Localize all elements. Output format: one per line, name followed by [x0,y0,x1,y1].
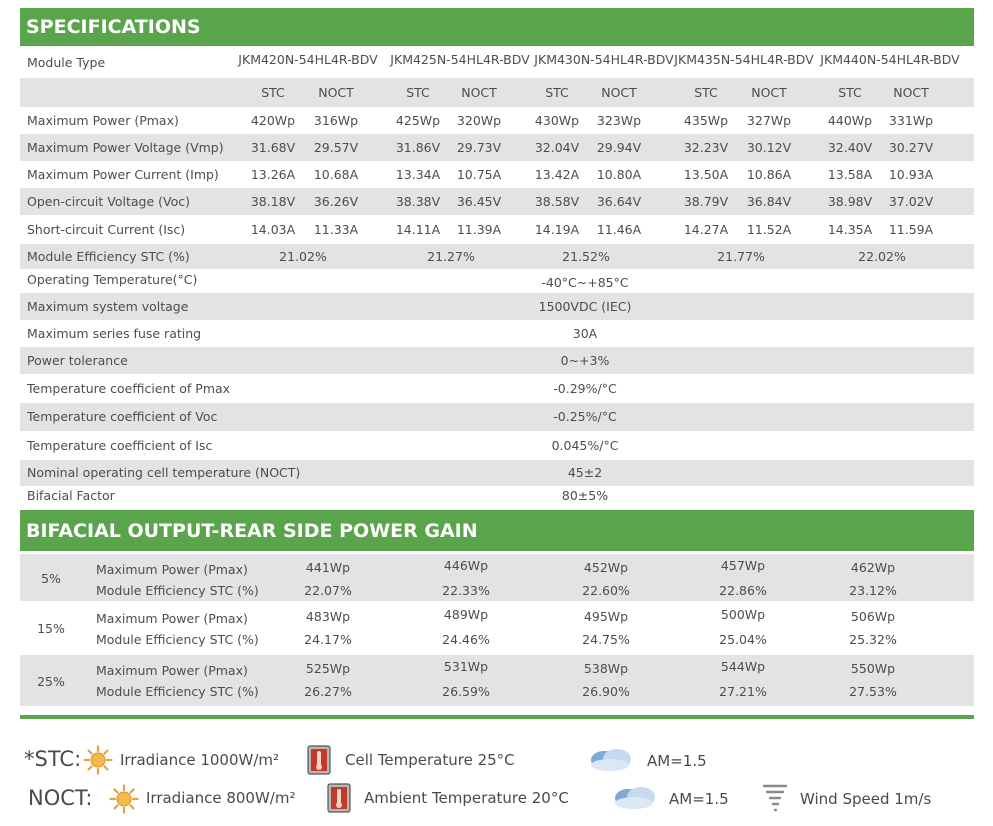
spec-value: 11.39A [456,222,502,237]
spec-common-value: -0.25%/°C [553,409,617,424]
bifacial-power-value: 462Wp [850,560,896,575]
bifacial-efficiency-value: 26.59% [442,684,490,699]
bifacial-efficiency-value: 24.75% [582,632,630,647]
spec-common-label: Maximum series fuse rating [27,326,202,341]
spec-value: 425Wp [395,113,441,128]
bifacial-power-value: 452Wp [583,560,629,575]
stc-cell-temperature: Cell Temperature 25°C [345,751,515,769]
spec-row-label: Open-circuit Voltage (Voc) [27,194,190,209]
efficiency-label: Module Efficiency STC (%) [27,249,190,264]
spec-value: 30.27V [888,140,934,155]
bifacial-efficiency-value: 25.32% [849,632,897,647]
spec-common-label: Operating Temperature(°C) [27,272,198,287]
bifacial-power-value: 506Wp [850,609,896,624]
efficiency-value: 21.02% [279,249,327,264]
spec-common-value: 1500VDC (IEC) [538,299,632,314]
spec-value: 11.52A [746,222,792,237]
spec-value: 331Wp [888,113,934,128]
spec-common-row [20,486,974,505]
spec-common-value: 0~+3% [560,353,610,368]
spec-value: 13.50A [683,167,729,182]
spec-value: 31.86V [395,140,441,155]
spec-value: 14.35A [827,222,873,237]
spec-value: 420Wp [250,113,296,128]
spec-common-label: Temperature coefficient of Pmax [27,381,231,396]
spec-value: 29.94V [596,140,642,155]
spec-value: 14.11A [395,222,441,237]
spec-value: 37.02V [888,194,934,209]
wind-icon [761,781,789,817]
bifacial-power-value: 531Wp [443,659,489,674]
rear-gain-value: 15% [37,621,65,636]
bifacial-title: BIFACIAL OUTPUT-REAR SIDE POWER GAIN [26,519,478,542]
spec-value: 320Wp [456,113,502,128]
bifacial-efficiency-value: 22.86% [719,583,767,598]
spec-value: 13.58A [827,167,873,182]
bifacial-power-label: Maximum Power (Pmax) [96,611,248,626]
bifacial-power-value: 538Wp [583,661,629,676]
stc-column-header: STC [545,85,569,100]
spec-value: 14.19A [534,222,580,237]
noct-column-header: NOCT [893,85,929,100]
bifacial-efficiency-value: 22.07% [304,583,352,598]
spec-value: 13.34A [395,167,441,182]
spec-value: 36.64V [596,194,642,209]
noct-wind-speed: Wind Speed 1m/s [800,790,932,808]
bifacial-power-value: 550Wp [850,661,896,676]
spec-common-value: 30A [572,326,598,341]
spec-common-value: -40°C~+85°C [541,275,629,290]
spec-value: 13.26A [250,167,296,182]
spec-common-value: 45±2 [567,465,603,480]
spec-value: 38.79V [683,194,729,209]
bifacial-header [20,510,974,551]
spec-value: 36.84V [746,194,792,209]
spec-row-label: Short-circuit Current (Isc) [27,222,186,237]
stc-column-header: STC [261,85,285,100]
spec-value: 323Wp [596,113,642,128]
spec-value: 14.03A [250,222,296,237]
stc-air-mass: AM=1.5 [647,752,707,770]
spec-value: 13.42A [534,167,580,182]
spec-value: 36.26V [313,194,359,209]
spec-value: 10.86A [746,167,792,182]
spec-common-label: Temperature coefficient of Voc [27,409,218,424]
spec-value: 10.93A [888,167,934,182]
spec-row-label: Maximum Power Current (Imp) [27,167,219,182]
bifacial-efficiency-label: Module Efficiency STC (%) [96,632,259,647]
efficiency-value: 21.52% [562,249,610,264]
bifacial-efficiency-value: 22.33% [442,583,490,598]
spec-row-label: Maximum Power Voltage (Vmp) [27,140,224,155]
spec-value: 32.04V [534,140,580,155]
bifacial-power-value: 489Wp [443,607,489,622]
stc-column-header: STC [694,85,718,100]
spec-common-label: Maximum system voltage [27,299,189,314]
noct-legend-label: NOCT: [28,786,93,810]
efficiency-value: 21.27% [427,249,475,264]
spec-value: 38.18V [250,194,296,209]
spec-value: 38.58V [534,194,580,209]
noct-irradiance: Irradiance 800W/m² [146,789,296,807]
bifacial-efficiency-label: Module Efficiency STC (%) [96,583,259,598]
spec-row-label: Maximum Power (Pmax) [27,113,179,128]
spec-value: 430Wp [534,113,580,128]
spec-value: 14.27A [683,222,729,237]
spec-common-label: Bifacial Factor [27,488,115,503]
spec-value: 30.12V [746,140,792,155]
stc-column-header: STC [838,85,862,100]
spec-value: 38.38V [395,194,441,209]
stc-column-header: STC [406,85,430,100]
bifacial-power-value: 495Wp [583,609,629,624]
spec-common-value: 80±5% [561,488,609,503]
noct-column-header: NOCT [601,85,637,100]
sun-icon [83,745,113,779]
bifacial-efficiency-label: Module Efficiency STC (%) [96,684,259,699]
bifacial-efficiency-value: 25.04% [719,632,767,647]
model-name: JKM420N-54HL4R-BDV [238,52,378,67]
spec-value: 38.98V [827,194,873,209]
model-name: JKM435N-54HL4R-BDV [674,52,814,67]
bifacial-efficiency-value: 24.46% [442,632,490,647]
bifacial-power-value: 457Wp [720,558,766,573]
bifacial-power-value: 500Wp [720,607,766,622]
bifacial-power-value: 446Wp [443,558,489,573]
spec-value: 29.57V [313,140,359,155]
bifacial-power-value: 544Wp [720,659,766,674]
spec-value: 327Wp [746,113,792,128]
rear-gain-value: 5% [41,571,61,586]
model-name: JKM440N-54HL4R-BDV [820,52,960,67]
stc-irradiance: Irradiance 1000W/m² [120,751,280,769]
rear-gain-value: 25% [37,674,65,689]
stc-legend-label: *STC: [24,747,82,771]
spec-common-label: Nominal operating cell temperature (NOCT) [27,465,301,480]
model-name: JKM430N-54HL4R-BDV [534,52,674,67]
spec-common-label: Power tolerance [27,353,128,368]
spec-value: 316Wp [313,113,359,128]
spec-value: 32.23V [683,140,729,155]
spec-value: 10.75A [456,167,502,182]
thermometer-card-icon [326,782,354,818]
spec-value: 11.59A [888,222,934,237]
bifacial-efficiency-value: 27.53% [849,684,897,699]
bifacial-efficiency-value: 24.17% [304,632,352,647]
bifacial-power-label: Maximum Power (Pmax) [96,562,248,577]
spec-value: 11.33A [313,222,359,237]
model-name: JKM425N-54HL4R-BDV [390,52,530,67]
bifacial-power-value: 441Wp [305,560,351,575]
module-type-label: Module Type [27,55,106,70]
specifications-header [20,8,974,46]
sun-icon [109,784,139,818]
spec-value: 435Wp [683,113,729,128]
specifications-title: SPECIFICATIONS [26,16,201,38]
bifacial-efficiency-value: 26.90% [582,684,630,699]
noct-column-header: NOCT [751,85,787,100]
bifacial-power-label: Maximum Power (Pmax) [96,663,248,678]
cloud-icon [612,783,658,815]
efficiency-value: 22.02% [858,249,906,264]
spec-value: 11.46A [596,222,642,237]
bifacial-power-value: 525Wp [305,661,351,676]
noct-column-header: NOCT [461,85,497,100]
noct-column-header: NOCT [318,85,354,100]
spec-common-value: -0.29%/°C [553,381,617,396]
spec-common-label: Temperature coefficient of Isc [27,438,213,453]
spec-value: 29.73V [456,140,502,155]
thermometer-card-icon [306,744,334,780]
efficiency-value: 21.77% [717,249,765,264]
bifacial-efficiency-value: 23.12% [849,583,897,598]
bifacial-power-value: 483Wp [305,609,351,624]
spec-value: 10.68A [313,167,359,182]
spec-value: 31.68V [250,140,296,155]
spec-common-row [20,347,974,374]
cloud-icon [588,745,634,777]
noct-air-mass: AM=1.5 [669,790,729,808]
spec-common-value: 0.045%/°C [551,438,619,453]
spec-value: 32.40V [827,140,873,155]
spec-value: 440Wp [827,113,873,128]
bifacial-efficiency-value: 22.60% [582,583,630,598]
spec-value: 10.80A [596,167,642,182]
noct-ambient-temperature: Ambient Temperature 20°C [364,789,569,807]
bifacial-efficiency-value: 26.27% [304,684,352,699]
divider-rule [20,715,974,719]
bifacial-efficiency-value: 27.21% [719,684,767,699]
spec-value: 36.45V [456,194,502,209]
